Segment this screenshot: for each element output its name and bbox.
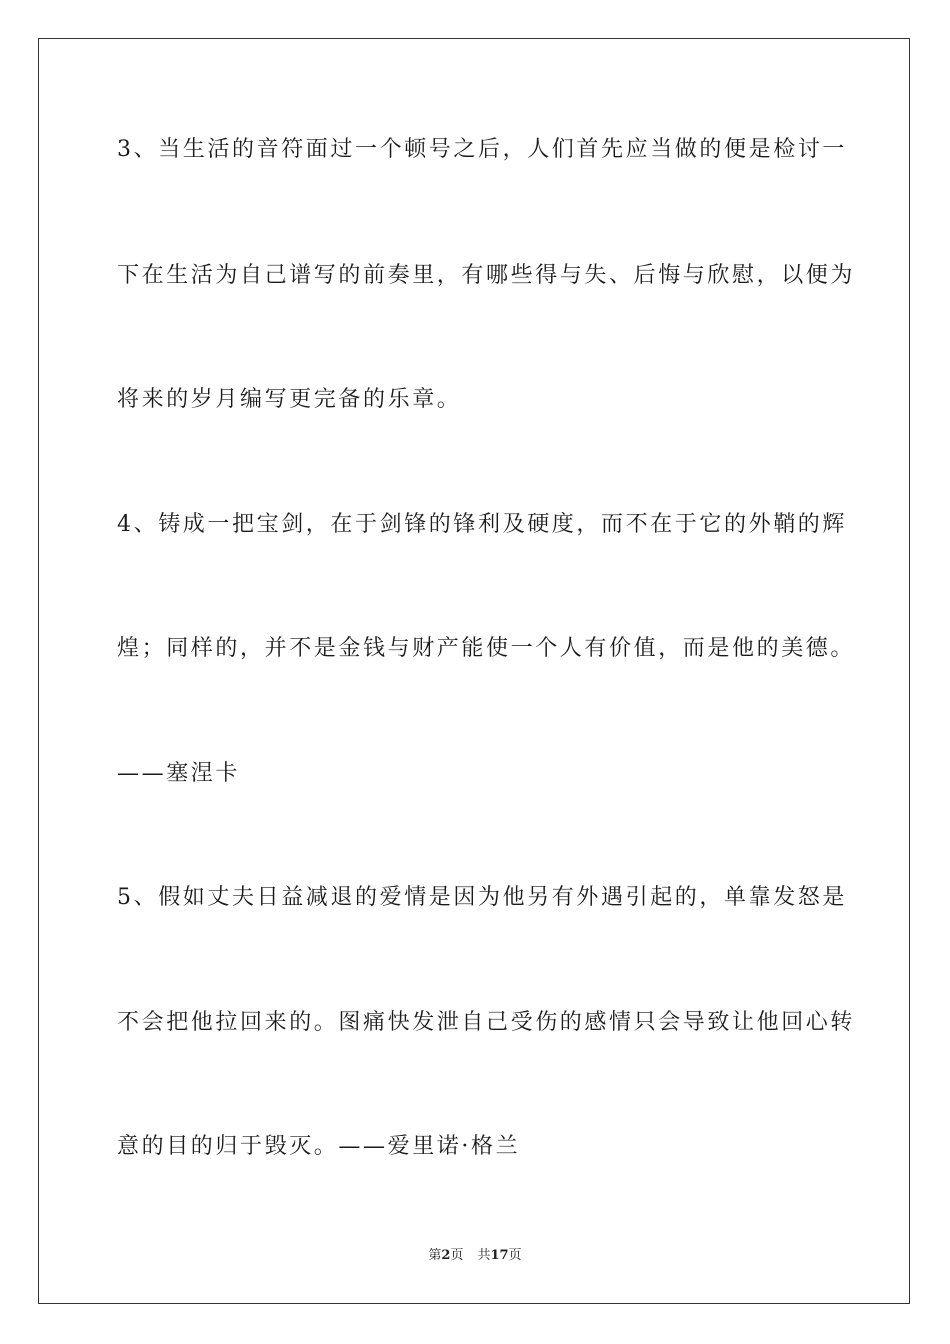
text-line-3: 将来的岁月编写更完备的乐章。: [117, 387, 462, 412]
page-number: 2: [441, 1248, 451, 1263]
quote-attribution-seneca: ——塞涅卡: [117, 761, 241, 786]
text-line-8: 不会把他拉回来的。图痛快发泄自己受伤的感情只会导致让他回心转: [117, 1010, 856, 1035]
page-frame: [38, 38, 910, 1304]
text-line-5: 煌；同样的，并不是金钱与财产能使一个人有价值，而是他的美德。: [117, 636, 856, 661]
text-line-2: 下在生活为自己谱写的前奏里，有哪些得与失、后悔与欣慰，以便为: [117, 263, 856, 288]
text-line-7: 5、假如丈夫日益减退的爱情是因为他另有外遇引起的，单靠发怒是: [117, 885, 847, 910]
total-pages: 17: [490, 1248, 509, 1263]
total-suffix: 页: [508, 1248, 522, 1263]
text-line-9: 意的目的归于毁灭。——爱里诺·格兰: [117, 1134, 521, 1159]
total-prefix: 共: [477, 1248, 491, 1263]
page-prefix: 第: [428, 1248, 442, 1263]
text-line-4: 4、铸成一把宝剑，在于剑锋的锋利及硬度，而不在于它的外鞘的辉: [117, 512, 847, 537]
page-suffix: 页: [450, 1248, 464, 1263]
text-line-1: 3、当生活的音符面过一个顿号之后，人们首先应当做的便是检讨一: [117, 137, 847, 162]
page-footer: [0, 1248, 950, 1264]
